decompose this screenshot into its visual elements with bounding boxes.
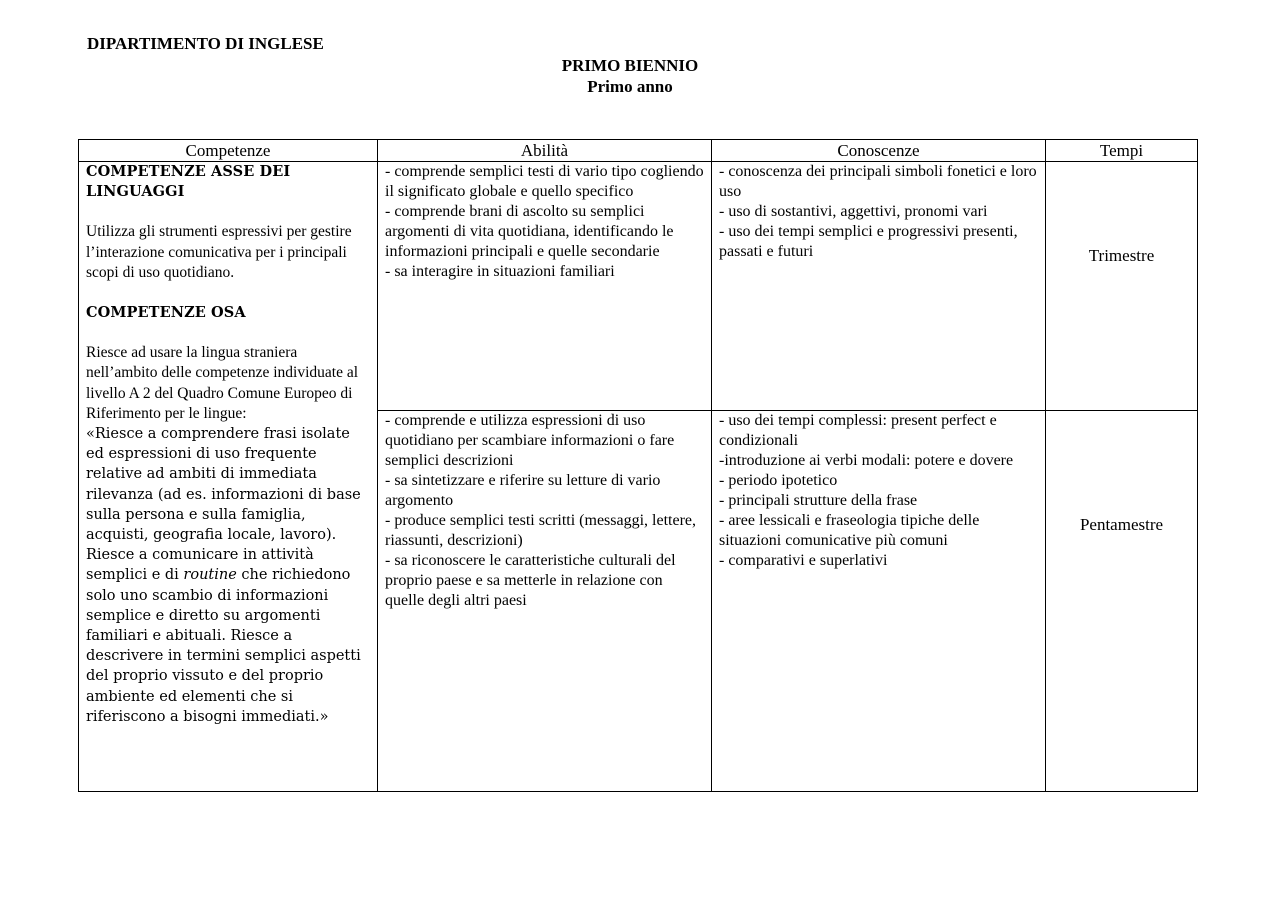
conoscenze-item: - uso dei tempi semplici e progressivi presenti, passati e futuri xyxy=(719,223,1018,260)
header-abilita: Abilità xyxy=(378,140,712,162)
page-subtitle: Primo anno xyxy=(587,77,673,96)
competenze-cell xyxy=(79,162,378,792)
conoscenze-item: -introduzione ai verbi modali: potere e dovere xyxy=(719,452,1014,469)
quote-italic: routine xyxy=(183,567,237,584)
conoscenze-item: - periodo ipotetico xyxy=(719,472,838,489)
conoscenze-item: - uso dei tempi complessi: present perfect e condizionali xyxy=(719,412,997,449)
header-tempi: Tempi xyxy=(1046,140,1198,162)
table-header-row xyxy=(79,140,1198,162)
competenze-text-osa: Riesce ad usare la lingua straniera nell’ambito delle competenze individuate al livello A 2 del Quadro Comune Europeo di Riferimento per le lingue: xyxy=(86,344,359,422)
abilita-item: - sa interagire in situazioni familiari xyxy=(385,263,615,280)
quote-part-2: che richiedono solo uno scambio di informazioni semplice e diretto su argomenti familiari e abituali. Riesce a descrivere in termini semplici aspetti del proprio vissuto e del proprio ambiente ed elementi che si riferiscono a bisogni immediati.» xyxy=(86,567,361,725)
page-title: PRIMO BIENNIO xyxy=(561,56,699,75)
conoscenze-item: - uso di sostantivi, aggettivi, pronomi vari xyxy=(719,203,988,220)
header-competenze: Competenze xyxy=(79,140,378,162)
conoscenze-item: - principali strutture della frase xyxy=(719,492,918,509)
tempi-cell-2: Pentamestre xyxy=(1046,411,1198,792)
abilita-item: - comprende brani di ascolto su semplici argomenti di vita quotidiana, identificando le informazioni principali e quelle secondarie xyxy=(385,203,674,260)
abilita-item: - sa riconoscere le caratteristiche culturali del proprio paese e sa metterle in relazione con quelle degli altri paesi xyxy=(385,552,676,609)
competenze-heading-osa: COMPETENZE OSA xyxy=(86,304,246,322)
abilita-item: - produce semplici testi scritti (messaggi, lettere, riassunti, descrizioni) xyxy=(385,512,697,549)
abilita-item: - comprende semplici testi di vario tipo cogliendo il significato globale e quello specifico xyxy=(385,163,704,200)
competenze-heading-asse: COMPETENZE ASSE DEI LINGUAGGI xyxy=(86,163,291,201)
competenze-text-asse: Utilizza gli strumenti espressivi per gestire l’interazione comunicativa per i principali scopi di uso quotidiano. xyxy=(86,223,352,281)
conoscenze-item: - conoscenza dei principali simboli fonetici e loro uso xyxy=(719,163,1037,200)
table-row xyxy=(79,162,1198,411)
competenze-quote xyxy=(86,424,370,727)
abilita-item: - sa sintetizzare e riferire su letture di vario argomento xyxy=(385,472,661,509)
abilita-cell-1 xyxy=(378,162,712,411)
conoscenze-item: - comparativi e superlativi xyxy=(719,552,888,569)
conoscenze-item: - aree lessicali e fraseologia tipiche delle situazioni comunicative più comuni xyxy=(719,512,980,549)
conoscenze-cell-2 xyxy=(712,411,1046,792)
quote-part-1: «Riesce a comprendere frasi isolate ed espressioni di uso frequente relative ad ambiti di immediata rilevanza (ad es. informazioni di base sulla persona e sulla famiglia, acquisti, geografia locale, lavoro). Riesce a comunicare in attività semplici e di xyxy=(86,426,361,584)
curriculum-table xyxy=(78,139,1198,792)
conoscenze-cell-1 xyxy=(712,162,1046,411)
department-title: DIPARTIMENTO DI INGLESE xyxy=(87,34,324,53)
abilita-item: - comprende e utilizza espressioni di uso quotidiano per scambiare informazioni o fare semplici descrizioni xyxy=(385,412,675,469)
abilita-cell-2 xyxy=(378,411,712,792)
header-conoscenze: Conoscenze xyxy=(712,140,1046,162)
tempi-cell-1: Trimestre xyxy=(1046,162,1198,411)
title-block xyxy=(0,55,1260,97)
